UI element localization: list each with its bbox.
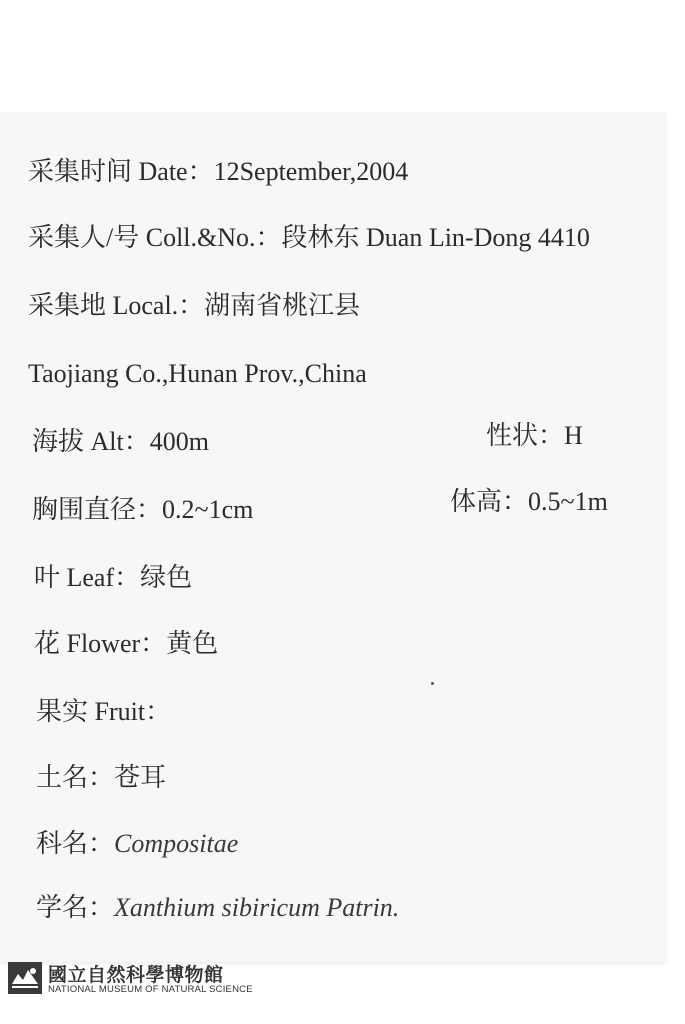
family-label: 科名： — [36, 829, 115, 858]
collection-locality-en: Taojiang Co.,Hunan Prov.,China — [28, 359, 367, 388]
scientific-name-label: 学名： — [36, 893, 115, 922]
diameter: 胸围直径：0.2~1cm — [32, 495, 254, 524]
flower-color: 花 Flower：黄色 — [34, 629, 219, 658]
scientific-name-value: Xanthium sibiricum Patrin. — [114, 893, 400, 922]
museum-logo-icon — [8, 962, 42, 994]
collection-date: 采集时间 Date：12September,2004 — [28, 157, 409, 186]
fruit: 果实 Fruit： — [36, 697, 172, 726]
leaf-color: 叶 Leaf：绿色 — [34, 563, 193, 592]
local-name: 土名：苍耳 — [36, 763, 167, 792]
museum-name-en: NATIONAL MUSEUM OF NATURAL SCIENCE — [48, 984, 253, 995]
museum-footer — [8, 962, 308, 1002]
altitude: 海拔 Alt：400m — [32, 427, 209, 456]
collector-number: 采集人/号 Coll.&No.：段林东 Duan Lin-Dong 4410 — [28, 223, 590, 252]
museum-name-cn: 國立自然科學博物館 — [48, 964, 224, 986]
family-row — [36, 828, 238, 860]
paper-speck — [431, 682, 434, 685]
family-value: Compositae — [114, 829, 239, 858]
scientific-name-row — [36, 892, 399, 924]
collection-locality: 采集地 Local.：湖南省桃江县 — [28, 291, 361, 320]
habit: 性状：H — [486, 421, 583, 450]
plant-height: 体高：0.5~1m — [450, 487, 608, 516]
